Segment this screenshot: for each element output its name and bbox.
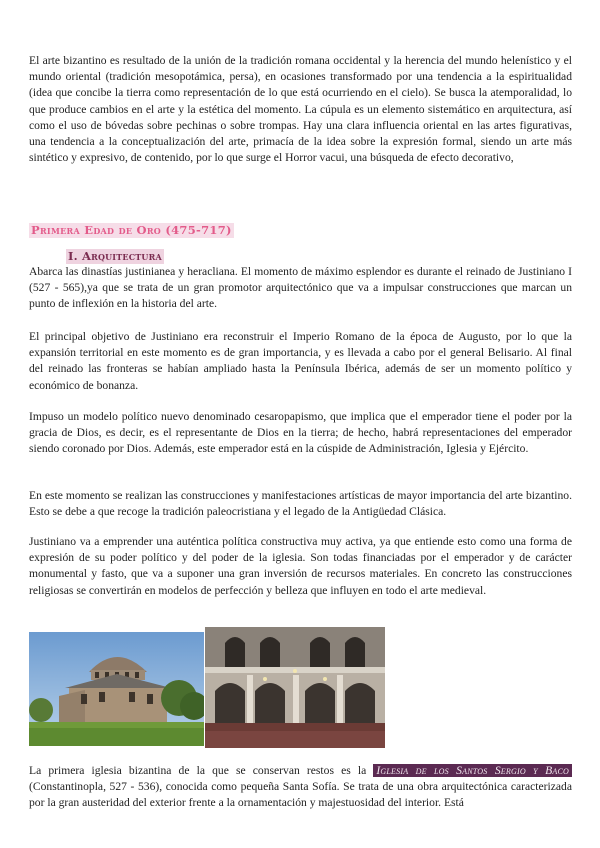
subsection-title [66, 248, 164, 264]
last-paragraph-start: La primera iglesia bizantina de la que se conservan restos es la [29, 764, 374, 777]
paragraph-objective: El principal objetivo de Justiniano era reconstruir el Imperio Romano de la época de Augusto, por lo que la expansión territorial en este momento es de gran importancia, y es llevada a cabo por el general Belisario. Al final del reinado las fronteras se habían ampliado hasta la Península Ibérica, además de ser un momento político y económico de bonanza. [29, 330, 572, 392]
intro-paragraph: El arte bizantino es resultado de la unión de la tradición romana occidental y la herencia del mundo helenístico y el mundo oriental (tradición mesopotámica, persa), en ocasiones transformado por una tendencia a la espiritualidad (idea que concibe la tierra como representación de lo que está ocurriendo en el cielo). Se busca la atemporalidad, lo que produce cambios en el arte y la estética del momento. La cúpula es un elemento sistemático en arquitectura, así como el uso de bóvedas sobre pechinas o sobre trompas. Hay una clara influencia oriental en las artes figurativas, una tendencia a la conceptualización del arte, primacía de la idea sobre la expresión formal, siendo un arte más sintético y expresivo, de contenido, por lo que surge el Horror vacui, una búsqueda de efecto decorativo, [29, 54, 572, 165]
section-title [29, 222, 234, 238]
church-name-highlight: Iglesia de los Santos Sergio y Baco [373, 764, 572, 777]
paragraph-policy: Justiniano va a emprender una auténtica política constructiva muy activa, ya que entiende esto como una forma de expresión de su poder político y del poder de la iglesia. Son todas financiadas por el emperador y de carácter monumental y fasto, que va a suponer una gran inversión de recursos materiales. En concreto las construcciones religiosas se convertirán en modelos de perfección y belleza que influyen en todo el arte medieval. [29, 535, 572, 597]
subsection-title-text: I. Arquitectura [68, 249, 162, 263]
church-interior-photo [205, 627, 385, 748]
paragraph-cesaropapismo: Impuso un modelo político nuevo denominado cesaropapismo, que implica que el emperador tiene el poder por la gracia de Dios, es decir, es el representante de Dios en la tierra; de hecho, habrá representaciones del emperador siendo coronado por Dios. Además, este emperador está en la cúspide de Administración, Iglesia y Ejército. [29, 410, 572, 456]
church-exterior-photo [29, 632, 204, 746]
last-paragraph-end: (Constantinopla, 527 - 536), conocida como pequeña Santa Sofía. Se trata de una obra arquitectónica caracterizada por la gran austeridad del exterior frente a la ornamentación y majestuosidad del interior. Está [29, 780, 572, 810]
section-title-text: Primera Edad de Oro (475-717) [31, 223, 232, 237]
paragraph-dynasties: Abarca las dinastías justinianea y heracliana. El momento de máximo esplendor es durante el reinado de Justiniano I (527 - 565),ya que se trata de un gran promotor arquitectónico que va a impulsar construcciones que marcan un punto de inflexión en la historia del arte. [29, 265, 572, 311]
paragraph-constructions: En este momento se realizan las construcciones y manifestaciones artísticas de mayor importancia del arte bizantino. Esto se debe a que recoge la tradición paleocristiana y el legado de la Antigüedad Clásica. [29, 489, 572, 519]
paragraph-first-church [29, 763, 572, 812]
